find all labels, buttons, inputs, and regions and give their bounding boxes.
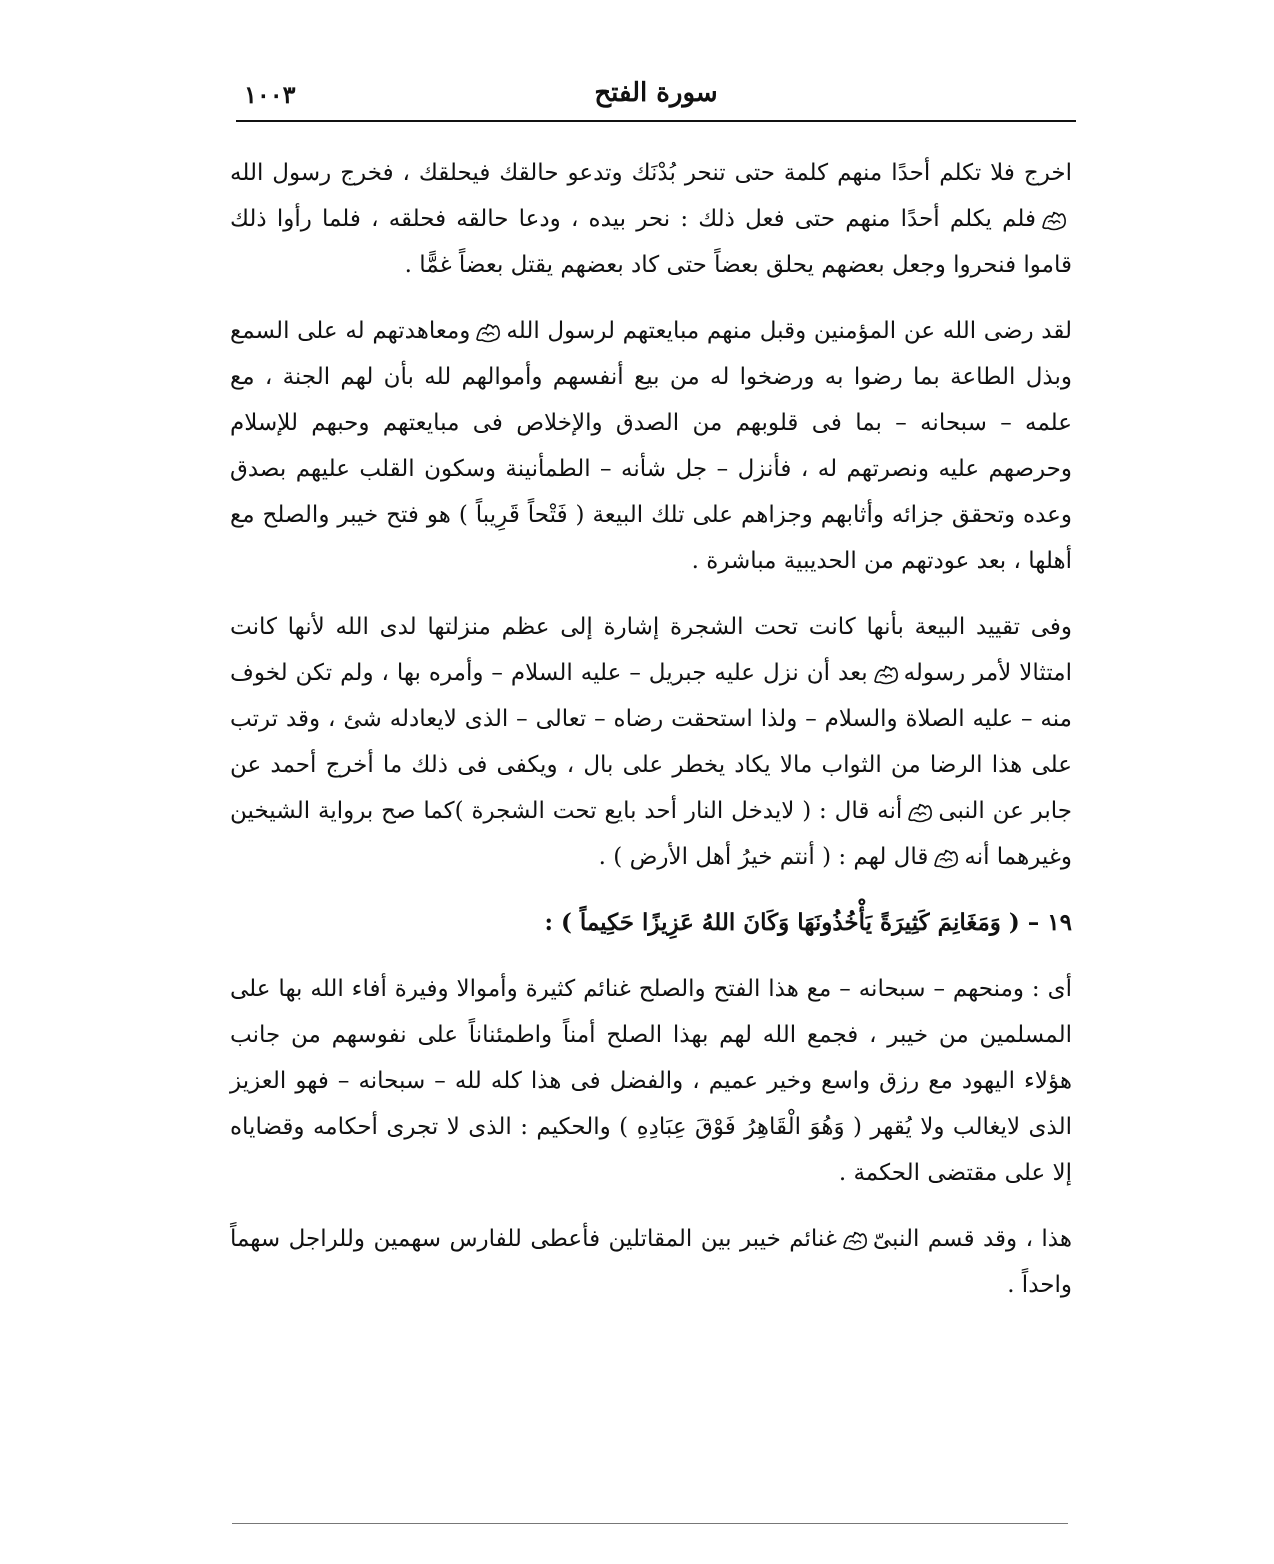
salla-symbol-icon: [872, 661, 900, 687]
paragraph-text: هذا ، وقد قسم النبىّ: [872, 1226, 1072, 1252]
paragraph-text: اخرج فلا تكلم أحدًا منهم كلمة حتى تنحر بُدْنَك وتدعو حالقك فيحلقك ، فخرج رسول الله: [230, 160, 1072, 186]
verse-heading: [230, 900, 1072, 946]
paragraph-text: قال لهم : ( أنتم خيرُ أهل الأرض ) .: [598, 844, 929, 870]
paragraph-text: أنه قال : ( لايدخل النار أحد بايع تحت الشجرة )كما صح برواية الشيخين وغيرهما أنه: [230, 798, 1072, 870]
header-rule: [236, 120, 1076, 122]
paragraph: [230, 604, 1072, 880]
surah-title: سورة الفتح: [594, 78, 718, 108]
paragraph-text: لقد رضى الله عن المؤمنين وقبل منهم مبايعتهم لرسول الله: [506, 318, 1072, 344]
page-header: [236, 72, 1076, 116]
salla-symbol-icon: [841, 1227, 869, 1253]
paragraph-text: وفى تقييد البيعة بأنها كانت تحت الشجرة إشارة إلى عظم منزلتها لدى الله لأنها كانت امتثالا لأمر رسوله: [230, 614, 1072, 686]
document-body: [230, 150, 1072, 1328]
paragraph-text: ومعاهدتهم له على السمع وبذل الطاعة بما رضوا به ورضخوا له من بيع أنفسهم وأموالهم لله بأن لهم الجنة ، مع علمه – سبحانه – بما فى قلوبهم من الصدق والإخلاص فى مبايعتهم وحبهم للإسلام وحرصهم عليه ونصرتهم له ، فأنزل – جل شأنه – الطمأنينة وسكون القلب عليهم بصدق وعده وتحقق جزائه وأثابهم وجزاهم على تلك البيعة ( فَتْحاً قَرِيباً ) هو فتح خيبر والصلح مع أهلها ، بعد عودتهم من الحديبية مباشرة .: [230, 318, 1072, 574]
paragraph: [230, 1216, 1072, 1308]
paragraph-text: بعد أن نزل عليه جبريل – عليه السلام – وأمره بها ، ولم تكن لخوف منه – عليه الصلاة والسلام – ولذا استحقت رضاه – تعالى – الذى لايعادله شئ ، وقد ترتب على هذا الرضا من الثواب مالا يكاد يخطر على بال ، ويكفى فى ذلك ما أخرج أحمد عن جابر عن النبى: [230, 660, 1072, 824]
paragraph-text: ١٩ – ( وَمَغَانِمَ كَثِيرَةً يَأْخُذُونَهَا وَكَانَ اللهُ عَزِيزًا حَكِيماً ) :: [544, 909, 1072, 936]
paragraph: [230, 966, 1072, 1196]
paragraph-text: فلم يكلم أحدًا منهم حتى فعل ذلك : نحر بيده ، ودعا حالقه فحلقه ، فلما رأوا ذلك قاموا فنحروا وجعل بعضهم يحلق بعضاً حتى كاد بعضهم يقتل بعضاً غمًّا .: [230, 206, 1072, 278]
footer-rule: [232, 1523, 1068, 1524]
paragraph-text: غنائم خيبر بين المقاتلين فأعطى للفارس سهمين وللراجل سهماً واحداً .: [230, 1226, 1072, 1298]
salla-symbol-icon: [1040, 207, 1068, 233]
salla-symbol-icon: [932, 845, 960, 871]
salla-symbol-icon: [906, 799, 934, 825]
paragraph: [230, 150, 1072, 288]
page-number: ١٠٠٣: [244, 80, 296, 109]
salla-symbol-icon: [474, 319, 502, 345]
paragraph-text: أى : ومنحهم – سبحانه – مع هذا الفتح والصلح غنائم كثيرة وأموالا وفيرة أفاء الله بها على المسلمين من خيبر ، فجمع الله لهم بهذا الصلح أمناً واطمئناناً على نفوسهم من جانب هؤلاء اليهود مع رزق واسع وخير عميم ، والفضل فى هذا كله لله – سبحانه – فهو العزيز الذى لايغالب ولا يُقهر ( وَهُوَ الْقَاهِرُ فَوْقَ عِبَادِهِ ) والحكيم : الذى لا تجرى أحكامه وقضاياه إلا على مقتضى الحكمة .: [230, 976, 1072, 1186]
paragraph: [230, 308, 1072, 584]
